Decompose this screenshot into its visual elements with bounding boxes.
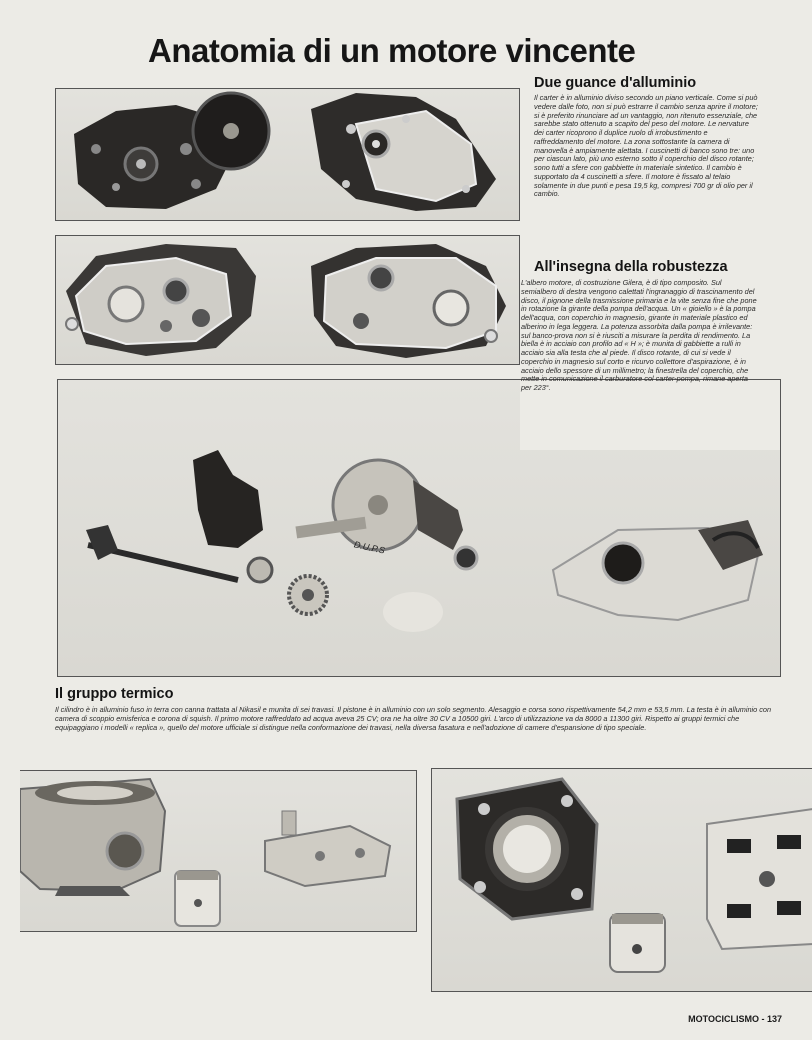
crankcase-halves-photo <box>55 88 520 221</box>
cylinder-piston-head-photo <box>20 770 417 932</box>
section-text-termico: Il cilindro è in alluminio fuso in terra con canna trattata al Nikasil e munita di sei travasi. Il pistone è in alluminio con un solo segmento. Alesaggio e corsa sono rispettivamente 54,2 mm e 53,5 mm. La testa è in alluminio con camera di scoppio emisferica e corona di squish. Il primo motore raffreddato ad acqua aveva 25 CV; ora ne ha oltre 30 CV a 10500 giri. L'arco di utilizzazione va da 8000 a 11300 giri. Rispetto ai gruppi termici che equipaggiano i modelli « replica », quello del motore ufficiale si distingue nella conformazione dei travasi, nella diversa fasatura e nell'adozione di camere d'espansione di tipo speciale. <box>55 705 772 732</box>
page-title: Anatomia di un motore vincente <box>148 32 636 69</box>
crankshaft-marking: D.U.P.S <box>353 539 386 556</box>
cylinder-top-illustration <box>432 769 812 991</box>
section-text-guance: Il carter è in alluminio diviso secondo un piano verticale. Come si può vedere dalle foto, non si può estrarre il cambio senza aprire il motore; si è preferito rinunciare ad un vantaggio, non ritenuto essenziale, che sarebbe stato ottenuto a scapito del peso del motore. Le nervature dei carter ricoprono il duplice ruolo di irrobustimento e raffreddamento del motore. La zona sottostante la camera di manovella è ampiamente alettata. I cuscinetti di banco sono tre: uno per ciascun lato, più uno esterno sotto il coperchio del disco rotante; sono tutti a sfere con gabbiette in materiale sintetico. Il cambio è supportato da 4 cuscinetti a sfere. Il motore è fissato al telaio solamente in due punti e pesa 19,5 kg, compresi 700 gr di olio per il cambio. <box>534 93 758 199</box>
section-heading-guance: Due guance d'alluminio <box>534 75 697 91</box>
page-footer: MOTOCICLISMO - 137 <box>688 1014 782 1024</box>
section-text-robustezza: L'albero motore, di costruzione Gilera, è di tipo composito. Sul semialbero di destra vengono calettati l'ingranaggio di trascinamento del disco, il pignone della trasmissione primaria e la vite senza fine che pone in rotazione la girante della pompa dell'acqua. Un « gioiello » è la pompa dell'acqua, con coperchio in magnesio, girante in materiale plastico ed alberino in lega leggera. La potenza assorbita dalla pompa è irrilevante: sul banco-prova non si è riusciti a misurare la perdita di rendimento. La biella è in acciaio con profilo ad « H »; è munita di gabbiette a rulli in acciaio sia alla testa che al piede. Il disco rotante, di cui si vede il coperchio in magnesio sul corto e ricurvo collettore d'aspirazione, è in acciaio dello spessore di un millimetro; la finestrella del coperchio, che mette in comunicazione il carburatore col carter-pompa, rimane aperta per 223°. <box>521 278 757 392</box>
crankcase-interior-illustration <box>56 236 519 364</box>
cylinder-illustration <box>20 771 416 931</box>
crankcase-halves-illustration <box>56 89 519 220</box>
crankshaft-and-pump-photo <box>57 379 781 677</box>
section-heading-robustezza: All'insegna della robustezza <box>534 259 728 275</box>
section-heading-termico: Il gruppo termico <box>55 686 174 702</box>
crankcase-interior-photo <box>55 235 520 365</box>
cylinder-top-photo <box>431 768 812 992</box>
